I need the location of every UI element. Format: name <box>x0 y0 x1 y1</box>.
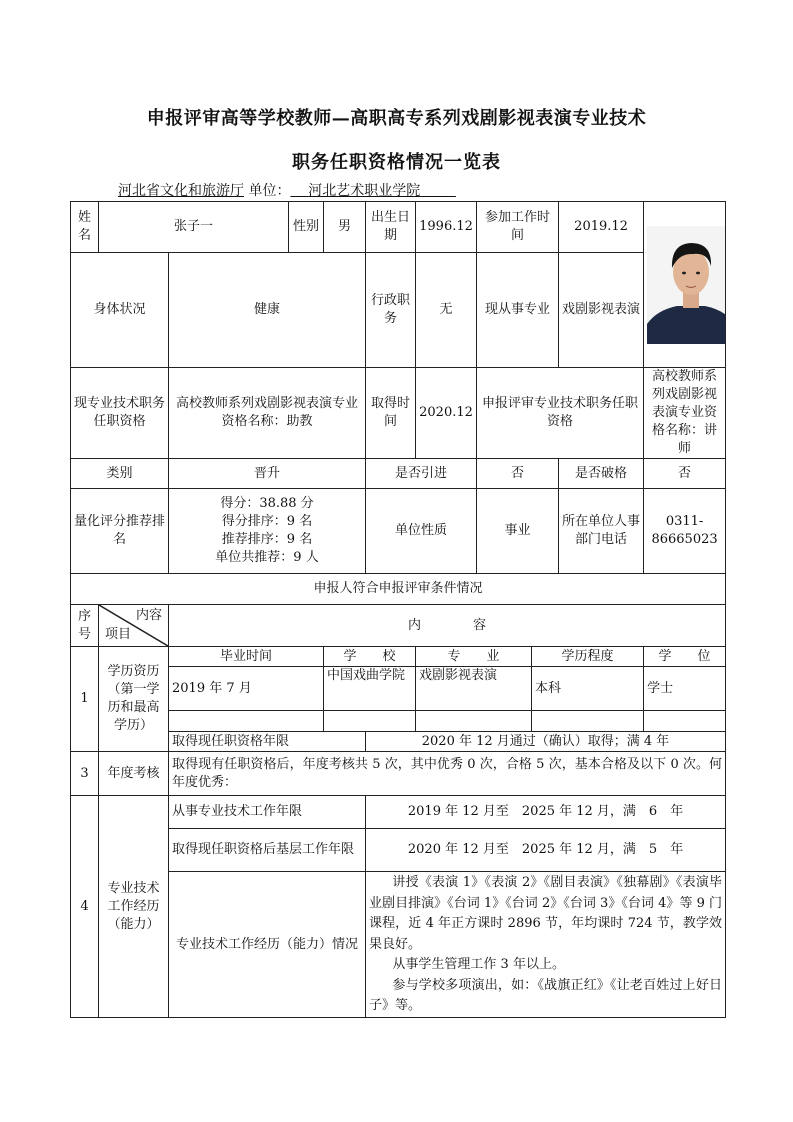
rank-label: 量化评分推荐排名 <box>71 489 169 574</box>
category-value: 晋升 <box>169 459 366 489</box>
row4-number: 4 <box>71 796 99 1018</box>
annual-assessment-text: 取得现有任职资格后，年度考核共 5 次，其中优秀 0 次，合格 5 次，基本合格及以下 0 次。何年度优秀： <box>169 752 726 796</box>
name-label: 姓名 <box>71 202 99 253</box>
grassroots-value: 2020 年 12 月至 2025 年 12 月，满 5 年 <box>366 829 726 872</box>
row4-item: 专业技术工作经历（能力） <box>99 796 169 1018</box>
major-header: 专 业 <box>416 647 532 667</box>
current-major-label: 现从事专业 <box>477 253 559 368</box>
unit-line <box>118 180 456 200</box>
degree-header: 学 位 <box>644 647 726 667</box>
health-label: 身体状况 <box>71 253 169 368</box>
category-label: 类别 <box>71 459 169 489</box>
work-years-value: 2019 年 12 月至 2025 年 12 月，满 6 年 <box>366 796 726 829</box>
gender-label: 性别 <box>289 202 324 253</box>
score: 得分：38.88 分 <box>220 496 314 511</box>
work-start-value: 2019.12 <box>559 202 644 253</box>
qual-years-label: 取得现任职资格年限 <box>169 732 366 752</box>
portrait-image <box>647 226 726 344</box>
unit-nature-value: 事业 <box>477 489 559 574</box>
major-value: 戏剧影视表演 <box>416 667 532 711</box>
experience-text <box>366 872 726 1018</box>
document-title-line1: 申报评审高等学校教师—高职高专系列戏剧影视表演专业技术 <box>146 108 647 129</box>
hr-phone-label: 所在单位人事部门电话 <box>559 489 644 574</box>
current-qual-label: 现专业技术职务任职资格 <box>71 368 169 459</box>
admin-post-label: 行政职务 <box>366 253 416 368</box>
gender-value: 男 <box>324 202 366 253</box>
experience-label: 专业技术工作经历（能力）情况 <box>169 872 366 1018</box>
experience-paragraph-1: 讲授《表演 1》《表演 2》《剧目表演》《独幕剧》《表演毕业剧目排演》《台词 1》《台词 2》《台词 3》《台词 4》等 9 门课程，近 4 年正方课时 2896 节，年均课时 724 节，教学效果良好。 <box>369 875 723 952</box>
health-value: 健康 <box>169 253 366 368</box>
applicant-photo <box>647 226 726 344</box>
recommend-rank: 推荐排序：9 名 <box>221 532 313 547</box>
corner-content-label: 内容 <box>135 608 162 623</box>
obtain-time-value: 2020.12 <box>416 368 477 459</box>
school-header: 学 校 <box>324 647 416 667</box>
degree-value: 学士 <box>644 667 726 711</box>
blank-cell <box>169 711 324 732</box>
work-start-label: 参加工作时间 <box>477 202 559 253</box>
content-header: 内 容 <box>169 605 726 647</box>
exception-value: 否 <box>644 459 726 489</box>
exception-label: 是否破格 <box>559 459 644 489</box>
grassroots-label: 取得现任职资格后基层工作年限 <box>169 829 366 872</box>
introduce-value: 否 <box>477 459 559 489</box>
current-major-value: 戏剧影视表演 <box>559 253 644 368</box>
seq-header: 序号 <box>71 605 99 647</box>
degree-level-value: 本科 <box>532 667 644 711</box>
total-recommend: 单位共推荐：9 人 <box>215 550 319 565</box>
score-rank: 得分排序：9 名 <box>221 514 313 529</box>
unit-name: 河北艺术职业学院 <box>308 183 421 199</box>
blank-cell <box>324 711 416 732</box>
blank-cell <box>532 711 644 732</box>
hr-phone-value: 0311-86665023 <box>644 489 726 574</box>
introduce-label: 是否引进 <box>366 459 477 489</box>
document-title-line2: 职务任职资格情况一览表 <box>292 152 501 173</box>
row1-item: 学历资历（第一学历和最高学历） <box>99 647 169 752</box>
row1-number: 1 <box>71 647 99 752</box>
diagonal-header <box>99 605 169 647</box>
unit-label: 单位： <box>248 183 291 199</box>
name-value: 张子一 <box>99 202 289 253</box>
obtain-time-label: 取得时间 <box>366 368 416 459</box>
grad-time-header: 毕业时间 <box>169 647 324 667</box>
apply-qual-value: 高校教师系列戏剧影视表演专业资格名称：讲师 <box>644 368 726 459</box>
qualification-table <box>70 201 726 1018</box>
photo-cell <box>644 202 726 368</box>
school-value: 中国戏曲学院 <box>324 667 416 711</box>
rank-value <box>169 489 366 574</box>
admin-post-value: 无 <box>416 253 477 368</box>
unit-nature-label: 单位性质 <box>366 489 477 574</box>
degree-level-header: 学历程度 <box>532 647 644 667</box>
grad-time: 2019 年 7 月 <box>169 667 324 711</box>
row3-number: 3 <box>71 752 99 796</box>
qual-years-value: 2020 年 12 月通过（确认）取得；满 4 年 <box>366 732 726 752</box>
work-years-label: 从事专业技术工作年限 <box>169 796 366 829</box>
blank-cell <box>416 711 532 732</box>
department-name: 河北省文化和旅游厅 <box>118 183 244 199</box>
conditions-section-title: 申报人符合申报评审条件情况 <box>71 574 726 605</box>
experience-paragraph-2: 从事学生管理工作 3 年以上。 <box>392 957 565 972</box>
experience-paragraph-3: 参与学校多项演出，如：《战旗正红》《让老百姓过上好日子》等。 <box>369 977 723 1013</box>
corner-item-label: 项目 <box>105 627 132 642</box>
birth-label: 出生日期 <box>366 202 416 253</box>
current-qual-value: 高校教师系列戏剧影视表演专业资格名称：助教 <box>169 368 366 459</box>
row3-item: 年度考核 <box>99 752 169 796</box>
apply-qual-label: 申报评审专业技术职务任职资格 <box>477 368 644 459</box>
blank-cell <box>644 711 726 732</box>
birth-value: 1996.12 <box>416 202 477 253</box>
